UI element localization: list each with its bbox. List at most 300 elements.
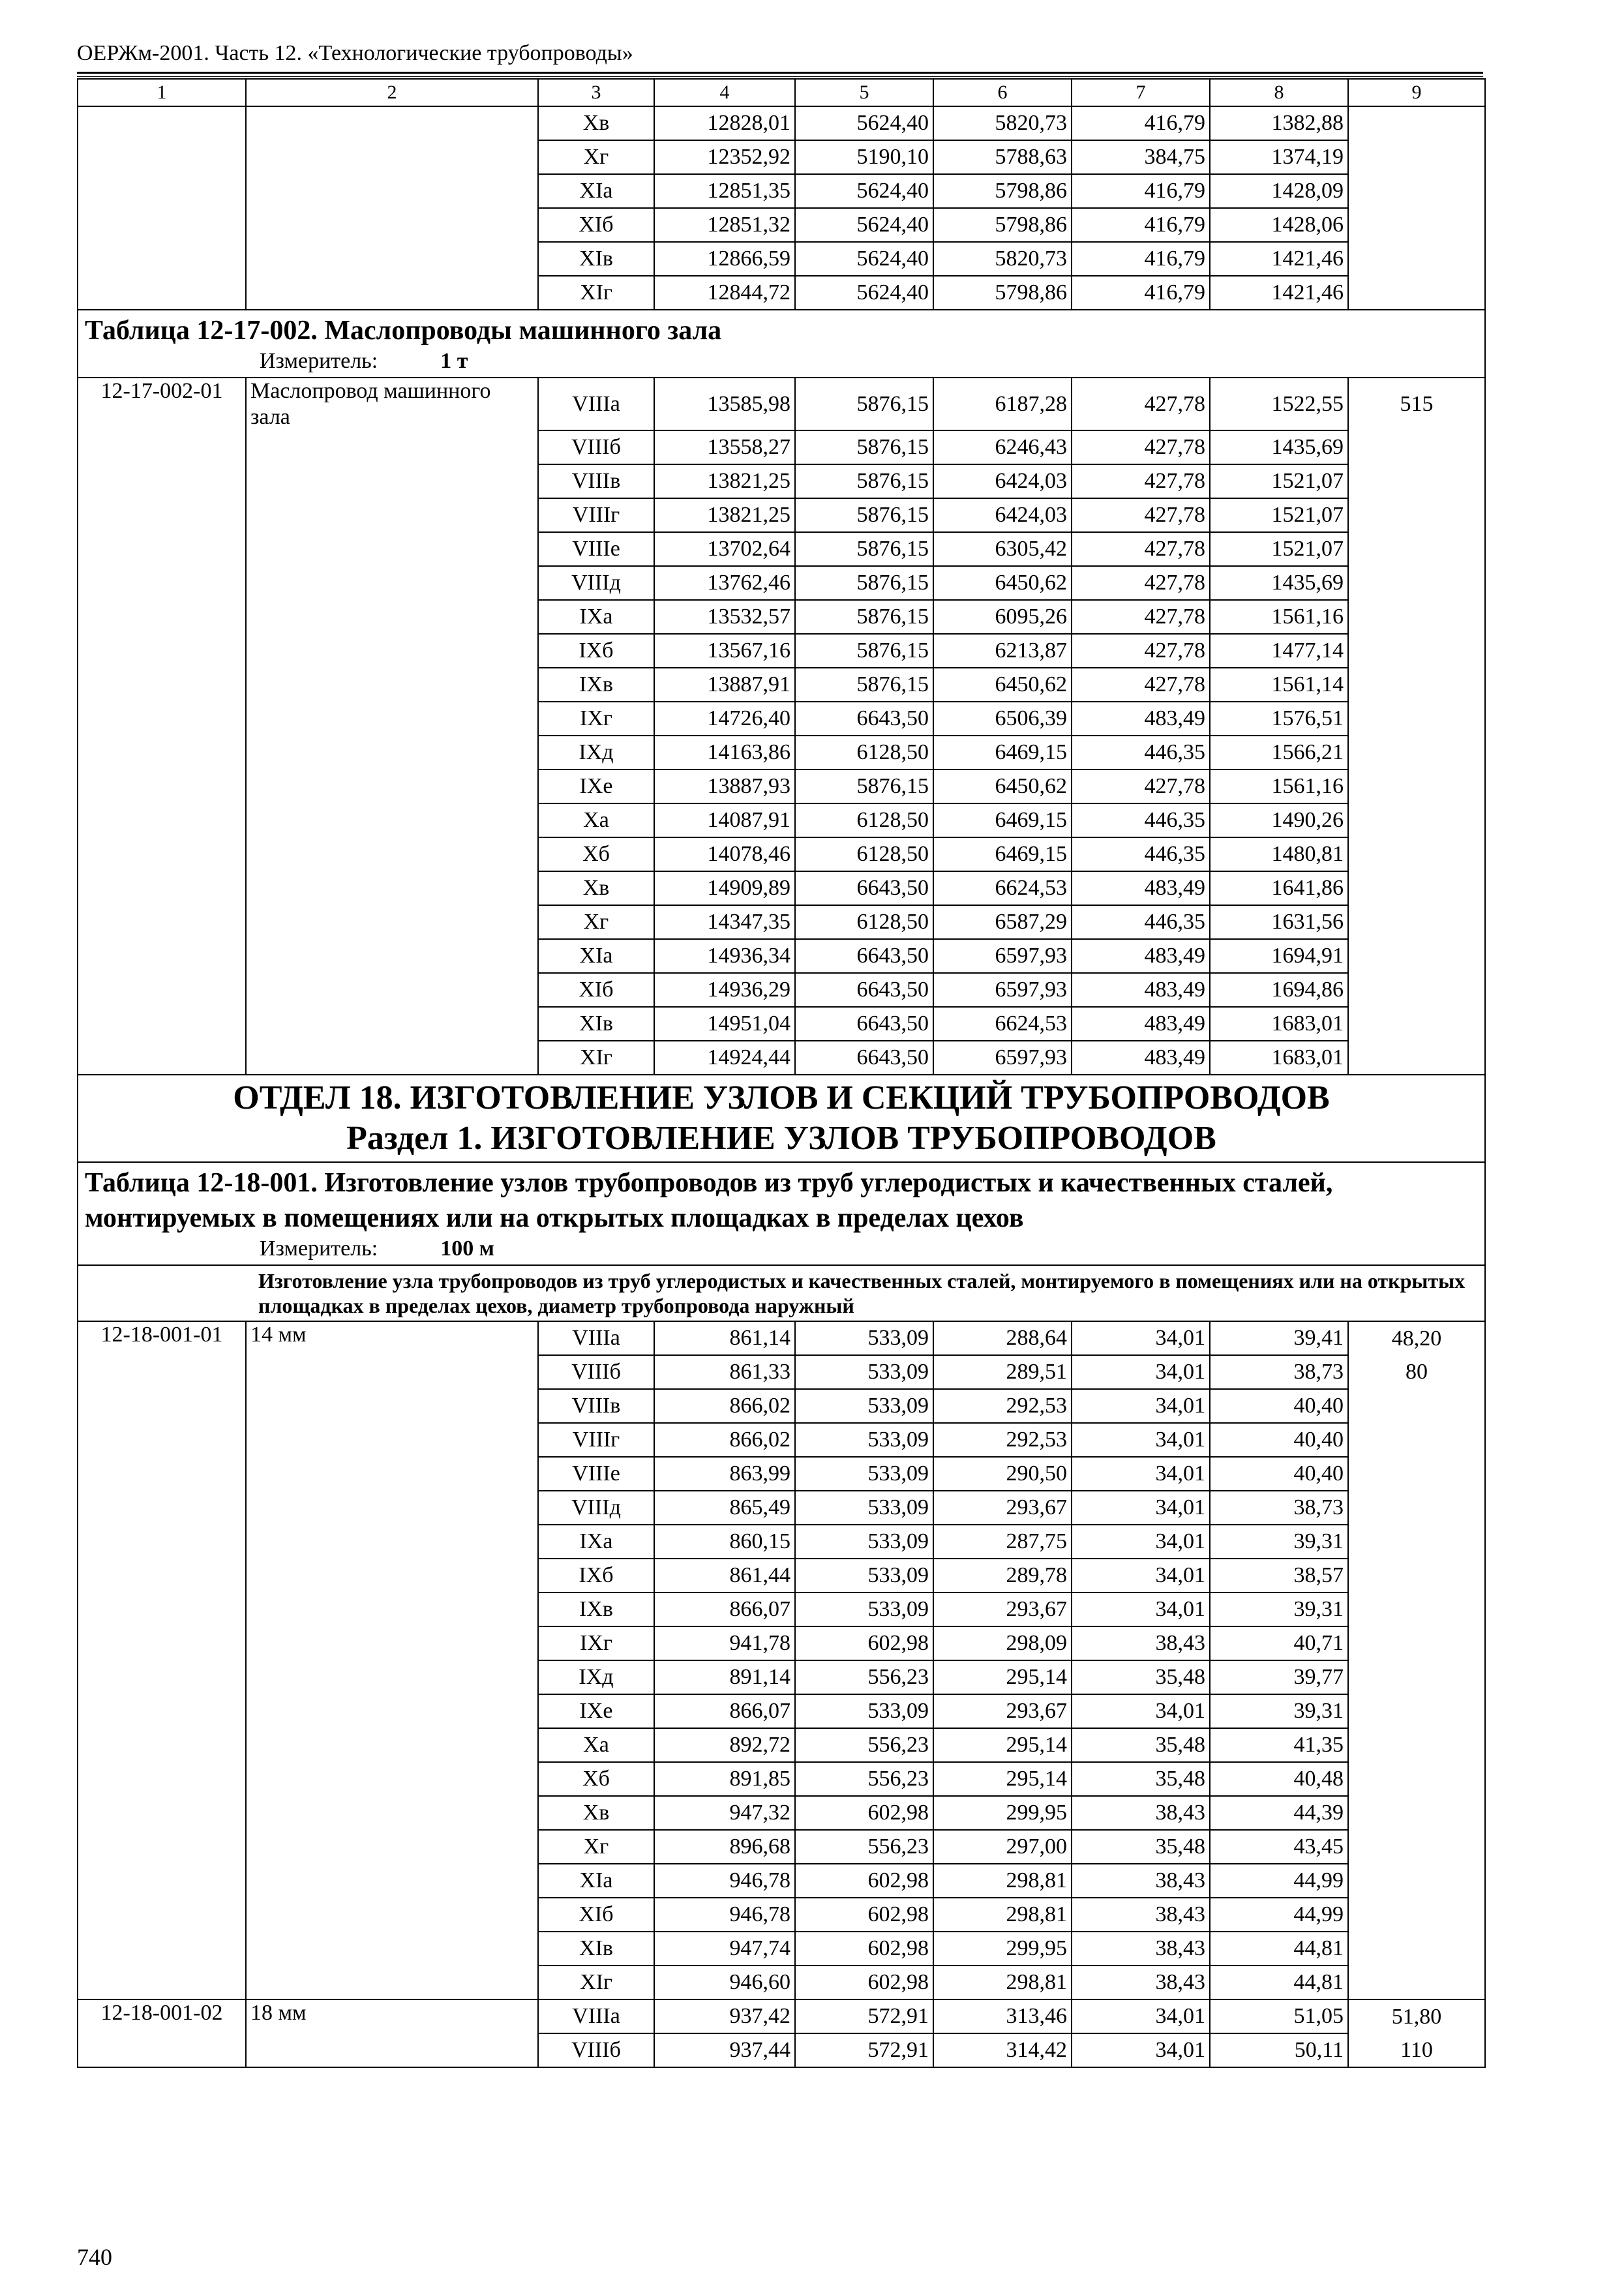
subsection-title: Раздел 1. ИЗГОТОВЛЕНИЕ УЗЛОВ ТРУБОПРОВОДОВ: [346, 1120, 1216, 1157]
value-cell: 298,81: [933, 1898, 1072, 1932]
value-cell: 1521,07: [1210, 498, 1348, 532]
subheading: [78, 1265, 1485, 1321]
section-heading: [78, 1075, 1485, 1162]
value-cell: 602,98: [795, 1966, 933, 1999]
rate-code-cell: [78, 939, 246, 973]
table-row: [78, 973, 1485, 1007]
zone-cell: VIIIа: [538, 378, 654, 430]
col9-cell: 515: [1348, 378, 1485, 430]
rate-name-cell: [246, 2033, 538, 2067]
value-cell: 1435,69: [1210, 430, 1348, 464]
rate-code-cell: [78, 702, 246, 736]
value-cell: 38,43: [1072, 1864, 1210, 1898]
value-cell: 5876,15: [795, 430, 933, 464]
rate-name-cell: [246, 770, 538, 803]
rate-code-cell: [78, 905, 246, 939]
value-cell: 533,09: [795, 1389, 933, 1423]
value-cell: 39,31: [1210, 1525, 1348, 1559]
rate-code-cell: 12-18-001-02: [78, 1999, 246, 2033]
value-cell: 13558,27: [654, 430, 795, 464]
value-cell: 483,49: [1072, 871, 1210, 905]
value-cell: 866,02: [654, 1389, 795, 1423]
rate-name-cell: [246, 939, 538, 973]
value-cell: 35,48: [1072, 1728, 1210, 1762]
rate-code-cell: [78, 1626, 246, 1660]
zone-cell: IXа: [538, 600, 654, 634]
rate-name-cell: Маслопровод машинного зала: [246, 378, 538, 430]
zone-cell: Xг: [538, 905, 654, 939]
rate-code-cell: [78, 1007, 246, 1041]
value-cell: 298,09: [933, 1626, 1072, 1660]
table-row: [78, 1796, 1485, 1830]
value-cell: 427,78: [1072, 770, 1210, 803]
rate-code-cell: [78, 1041, 246, 1075]
zone-cell: IXе: [538, 770, 654, 803]
table-row: [78, 1999, 1485, 2033]
value-cell: 483,49: [1072, 702, 1210, 736]
value-cell: 292,53: [933, 1423, 1072, 1457]
value-cell: 1521,07: [1210, 532, 1348, 566]
value-cell: 14936,29: [654, 973, 795, 1007]
rate-name-cell: [246, 736, 538, 770]
value-cell: 35,48: [1072, 1762, 1210, 1796]
value-cell: 946,78: [654, 1898, 795, 1932]
value-cell: 427,78: [1072, 498, 1210, 532]
value-cell: 533,09: [795, 1593, 933, 1626]
value-cell: 34,01: [1072, 2033, 1210, 2067]
value-cell: 14347,35: [654, 905, 795, 939]
rate-code-cell: [78, 174, 246, 208]
table-row: [78, 276, 1485, 310]
value-cell: 1428,06: [1210, 208, 1348, 242]
table-row: [78, 1559, 1485, 1593]
col9-cell: 80: [1348, 1355, 1485, 1389]
table-row: [78, 1864, 1485, 1898]
value-cell: 5876,15: [795, 464, 933, 498]
rate-name-cell: [246, 1728, 538, 1762]
rate-name-cell: [246, 464, 538, 498]
value-cell: 40,40: [1210, 1423, 1348, 1457]
col9-cell: [1348, 1898, 1485, 1932]
value-cell: 483,49: [1072, 1041, 1210, 1075]
value-cell: 861,14: [654, 1321, 795, 1355]
table-row: [78, 1932, 1485, 1966]
value-cell: 416,79: [1072, 174, 1210, 208]
value-cell: 298,81: [933, 1864, 1072, 1898]
value-cell: 14951,04: [654, 1007, 795, 1041]
col9-cell: [1348, 464, 1485, 498]
col9-cell: [1348, 140, 1485, 174]
value-cell: 5876,15: [795, 566, 933, 600]
rate-code-cell: [78, 1898, 246, 1932]
measure-line: [85, 1236, 1478, 1262]
zone-cell: VIIIа: [538, 1999, 654, 2033]
zone-cell: XIб: [538, 208, 654, 242]
section-title: ОТДЕЛ 18. ИЗГОТОВЛЕНИЕ УЗЛОВ И СЕКЦИЙ ТРУБОПРОВОДОВ: [233, 1079, 1330, 1116]
col9-cell: [1348, 430, 1485, 464]
zone-cell: VIIIа: [538, 1321, 654, 1355]
rate-name-cell: [246, 1041, 538, 1075]
value-cell: 44,39: [1210, 1796, 1348, 1830]
zone-cell: XIг: [538, 1966, 654, 1999]
value-cell: 483,49: [1072, 973, 1210, 1007]
value-cell: 533,09: [795, 1491, 933, 1525]
value-cell: 6095,26: [933, 600, 1072, 634]
table-title: Таблица 12-17-002. Маслопроводы машинного зала: [85, 316, 722, 346]
rate-code-cell: [78, 634, 246, 668]
value-cell: 295,14: [933, 1762, 1072, 1796]
table-row: [78, 1593, 1485, 1626]
value-cell: 1561,16: [1210, 600, 1348, 634]
value-cell: 6597,93: [933, 1041, 1072, 1075]
value-cell: 34,01: [1072, 1593, 1210, 1626]
value-cell: 5624,40: [795, 242, 933, 276]
subheading-row: [78, 1265, 1485, 1321]
table-row: [78, 208, 1485, 242]
value-cell: 6643,50: [795, 939, 933, 973]
rate-name-cell: [246, 905, 538, 939]
value-cell: 1477,14: [1210, 634, 1348, 668]
value-cell: 602,98: [795, 1898, 933, 1932]
rate-name-cell: [246, 1007, 538, 1041]
value-cell: 289,51: [933, 1355, 1072, 1389]
value-cell: 14909,89: [654, 871, 795, 905]
value-cell: 1421,46: [1210, 242, 1348, 276]
rate-code-cell: [78, 803, 246, 837]
table-row: [78, 2033, 1485, 2067]
zone-cell: XIв: [538, 1932, 654, 1966]
value-cell: 14163,86: [654, 736, 795, 770]
zone-cell: Xг: [538, 1830, 654, 1864]
table-heading-row: [78, 310, 1485, 378]
table-row: [78, 566, 1485, 600]
zone-cell: Xа: [538, 1728, 654, 1762]
value-cell: 6643,50: [795, 702, 933, 736]
column-number: 6: [933, 79, 1072, 106]
zone-cell: Xб: [538, 837, 654, 871]
table-row: [78, 803, 1485, 837]
table-heading: [78, 1162, 1485, 1265]
value-cell: 12851,35: [654, 174, 795, 208]
value-cell: 427,78: [1072, 532, 1210, 566]
value-cell: 43,45: [1210, 1830, 1348, 1864]
value-cell: 290,50: [933, 1457, 1072, 1491]
value-cell: 44,81: [1210, 1932, 1348, 1966]
table-row: [78, 106, 1485, 140]
value-cell: 602,98: [795, 1626, 933, 1660]
value-cell: 6128,50: [795, 736, 933, 770]
value-cell: 866,07: [654, 1694, 795, 1728]
value-cell: 13887,91: [654, 668, 795, 702]
value-cell: 1435,69: [1210, 566, 1348, 600]
value-cell: 44,99: [1210, 1864, 1348, 1898]
value-cell: 1521,07: [1210, 464, 1348, 498]
value-cell: 12866,59: [654, 242, 795, 276]
table-row: [78, 1423, 1485, 1457]
value-cell: 6469,15: [933, 803, 1072, 837]
zone-cell: Xв: [538, 106, 654, 140]
zone-cell: IXг: [538, 1626, 654, 1660]
value-cell: 5624,40: [795, 276, 933, 310]
value-cell: 14726,40: [654, 702, 795, 736]
rate-code-cell: [78, 736, 246, 770]
value-cell: 427,78: [1072, 378, 1210, 430]
table-row: [78, 1525, 1485, 1559]
value-cell: 297,00: [933, 1830, 1072, 1864]
zone-cell: XIа: [538, 1864, 654, 1898]
col9-cell: [1348, 668, 1485, 702]
value-cell: 6643,50: [795, 871, 933, 905]
zone-cell: IXг: [538, 702, 654, 736]
rate-name-cell: [246, 1491, 538, 1525]
value-cell: 5876,15: [795, 634, 933, 668]
value-cell: 947,74: [654, 1932, 795, 1966]
table-row: [78, 1457, 1485, 1491]
value-cell: 41,35: [1210, 1728, 1348, 1762]
value-cell: 298,81: [933, 1966, 1072, 1999]
value-cell: 891,85: [654, 1762, 795, 1796]
section-heading-row: [78, 1075, 1485, 1162]
value-cell: 38,43: [1072, 1932, 1210, 1966]
value-cell: 556,23: [795, 1728, 933, 1762]
zone-cell: VIIIе: [538, 1457, 654, 1491]
rate-code-cell: [78, 566, 246, 600]
zone-cell: VIIIб: [538, 2033, 654, 2067]
rate-code-cell: [78, 973, 246, 1007]
value-cell: 533,09: [795, 1321, 933, 1355]
value-cell: 946,60: [654, 1966, 795, 1999]
rate-name-cell: [246, 1694, 538, 1728]
rate-name-cell: [246, 600, 538, 634]
rate-code-cell: [78, 668, 246, 702]
column-number: 5: [795, 79, 933, 106]
value-cell: 1576,51: [1210, 702, 1348, 736]
zone-cell: XIв: [538, 1007, 654, 1041]
value-cell: 40,71: [1210, 1626, 1348, 1660]
value-cell: 38,73: [1210, 1355, 1348, 1389]
col9-cell: [1348, 208, 1485, 242]
measure-label: Измеритель:: [260, 1236, 378, 1261]
table-row: [78, 1660, 1485, 1694]
value-cell: 5190,10: [795, 140, 933, 174]
zone-cell: IXе: [538, 1694, 654, 1728]
rate-name-cell: [246, 566, 538, 600]
value-cell: 5820,73: [933, 242, 1072, 276]
col9-cell: [1348, 600, 1485, 634]
col9-cell: [1348, 106, 1485, 140]
value-cell: 1480,81: [1210, 837, 1348, 871]
col9-cell: [1348, 1559, 1485, 1593]
rate-code-cell: [78, 464, 246, 498]
zone-cell: XIа: [538, 939, 654, 973]
zone-cell: Xв: [538, 871, 654, 905]
value-cell: 427,78: [1072, 566, 1210, 600]
value-cell: 39,31: [1210, 1694, 1348, 1728]
value-cell: 6469,15: [933, 837, 1072, 871]
value-cell: 38,43: [1072, 1966, 1210, 1999]
table-row: [78, 905, 1485, 939]
col9-cell: [1348, 1966, 1485, 1999]
value-cell: 5876,15: [795, 770, 933, 803]
value-cell: 287,75: [933, 1525, 1072, 1559]
value-cell: 313,46: [933, 1999, 1072, 2033]
value-cell: 1683,01: [1210, 1007, 1348, 1041]
value-cell: 6624,53: [933, 871, 1072, 905]
measure-value: 100 м: [440, 1236, 494, 1261]
rate-name-cell: [246, 498, 538, 532]
table-row: [78, 702, 1485, 736]
table-row: [78, 1898, 1485, 1932]
col9-cell: [1348, 1728, 1485, 1762]
value-cell: 293,67: [933, 1491, 1072, 1525]
rate-code-cell: [78, 276, 246, 310]
value-cell: 5876,15: [795, 668, 933, 702]
value-cell: 946,78: [654, 1864, 795, 1898]
value-cell: 863,99: [654, 1457, 795, 1491]
table-row: [78, 837, 1485, 871]
rate-name-cell: [246, 1593, 538, 1626]
col9-cell: [1348, 1660, 1485, 1694]
zone-cell: VIIIд: [538, 566, 654, 600]
table-row: [78, 174, 1485, 208]
rate-code-cell: 12-18-001-01: [78, 1321, 246, 1355]
column-number: 8: [1210, 79, 1348, 106]
value-cell: 427,78: [1072, 430, 1210, 464]
value-cell: 556,23: [795, 1762, 933, 1796]
rate-name-cell: [246, 430, 538, 464]
rate-name-cell: [246, 1898, 538, 1932]
value-cell: 6424,03: [933, 464, 1072, 498]
col9-cell: [1348, 905, 1485, 939]
col9-cell: [1348, 803, 1485, 837]
header-rule-thin: [77, 76, 1483, 77]
value-cell: 5820,73: [933, 106, 1072, 140]
zone-cell: IXа: [538, 1525, 654, 1559]
table-row: [78, 770, 1485, 803]
table-row: [78, 1491, 1485, 1525]
value-cell: 446,35: [1072, 736, 1210, 770]
rate-code-cell: [78, 871, 246, 905]
rate-code-cell: [78, 1593, 246, 1626]
rate-code-cell: [78, 242, 246, 276]
value-cell: 861,33: [654, 1355, 795, 1389]
col9-cell: [1348, 1864, 1485, 1898]
value-cell: 896,68: [654, 1830, 795, 1864]
rate-code-cell: [78, 1728, 246, 1762]
value-cell: 34,01: [1072, 1457, 1210, 1491]
value-cell: 866,02: [654, 1423, 795, 1457]
rate-name-cell: [246, 1864, 538, 1898]
rate-code-cell: [78, 532, 246, 566]
value-cell: 14087,91: [654, 803, 795, 837]
value-cell: 44,99: [1210, 1898, 1348, 1932]
col9-cell: [1348, 1423, 1485, 1457]
value-cell: 861,44: [654, 1559, 795, 1593]
rate-code-cell: [78, 430, 246, 464]
column-number: 2: [246, 79, 538, 106]
value-cell: 299,95: [933, 1932, 1072, 1966]
rate-name-cell: [246, 1423, 538, 1457]
table-row: [78, 1041, 1485, 1075]
value-cell: 38,43: [1072, 1796, 1210, 1830]
rate-name-cell: [246, 803, 538, 837]
value-cell: 427,78: [1072, 668, 1210, 702]
table-heading-row: [78, 1162, 1485, 1265]
rate-code-cell: [78, 140, 246, 174]
table-row: [78, 532, 1485, 566]
column-number: 4: [654, 79, 795, 106]
value-cell: 5624,40: [795, 174, 933, 208]
value-cell: 941,78: [654, 1626, 795, 1660]
table-row: [78, 634, 1485, 668]
value-cell: 6643,50: [795, 1007, 933, 1041]
rate-code-cell: [78, 1796, 246, 1830]
table-row: [78, 1762, 1485, 1796]
col9-cell: [1348, 276, 1485, 310]
value-cell: 572,91: [795, 2033, 933, 2067]
table-row: [78, 600, 1485, 634]
value-cell: 6643,50: [795, 973, 933, 1007]
table-row: [78, 1321, 1485, 1355]
value-cell: 1561,16: [1210, 770, 1348, 803]
value-cell: 602,98: [795, 1796, 933, 1830]
value-cell: 860,15: [654, 1525, 795, 1559]
column-number-row: [78, 79, 1485, 106]
rate-name-cell: [246, 668, 538, 702]
table-row: [78, 464, 1485, 498]
table-row: [78, 1728, 1485, 1762]
rate-name-cell: [246, 1525, 538, 1559]
table-row: [78, 871, 1485, 905]
table-row: [78, 1355, 1485, 1389]
rate-name-cell: [246, 1762, 538, 1796]
value-cell: 446,35: [1072, 803, 1210, 837]
rate-name-cell: [246, 634, 538, 668]
value-cell: 1382,88: [1210, 106, 1348, 140]
rate-code-cell: [78, 498, 246, 532]
value-cell: 6246,43: [933, 430, 1072, 464]
value-cell: 1428,09: [1210, 174, 1348, 208]
value-cell: 6450,62: [933, 668, 1072, 702]
rate-name-cell: [246, 208, 538, 242]
value-cell: 1631,56: [1210, 905, 1348, 939]
value-cell: 40,48: [1210, 1762, 1348, 1796]
col9-cell: [1348, 174, 1485, 208]
rate-code-cell: [78, 1864, 246, 1898]
value-cell: 34,01: [1072, 1491, 1210, 1525]
value-cell: 35,48: [1072, 1830, 1210, 1864]
zone-cell: XIб: [538, 973, 654, 1007]
value-cell: 12828,01: [654, 106, 795, 140]
col9-cell: [1348, 939, 1485, 973]
value-cell: 483,49: [1072, 1007, 1210, 1041]
value-cell: 6506,39: [933, 702, 1072, 736]
value-cell: 6450,62: [933, 566, 1072, 600]
rate-name-cell: [246, 1796, 538, 1830]
table-row: [78, 378, 1485, 430]
value-cell: 38,43: [1072, 1626, 1210, 1660]
rate-code-cell: [78, 1389, 246, 1423]
col9-cell: [1348, 1796, 1485, 1830]
value-cell: 5798,86: [933, 174, 1072, 208]
value-cell: 5624,40: [795, 208, 933, 242]
value-cell: 38,73: [1210, 1491, 1348, 1525]
value-cell: 1694,91: [1210, 939, 1348, 973]
col9-cell: [1348, 973, 1485, 1007]
value-cell: 295,14: [933, 1660, 1072, 1694]
value-cell: 6587,29: [933, 905, 1072, 939]
value-cell: 50,11: [1210, 2033, 1348, 2067]
